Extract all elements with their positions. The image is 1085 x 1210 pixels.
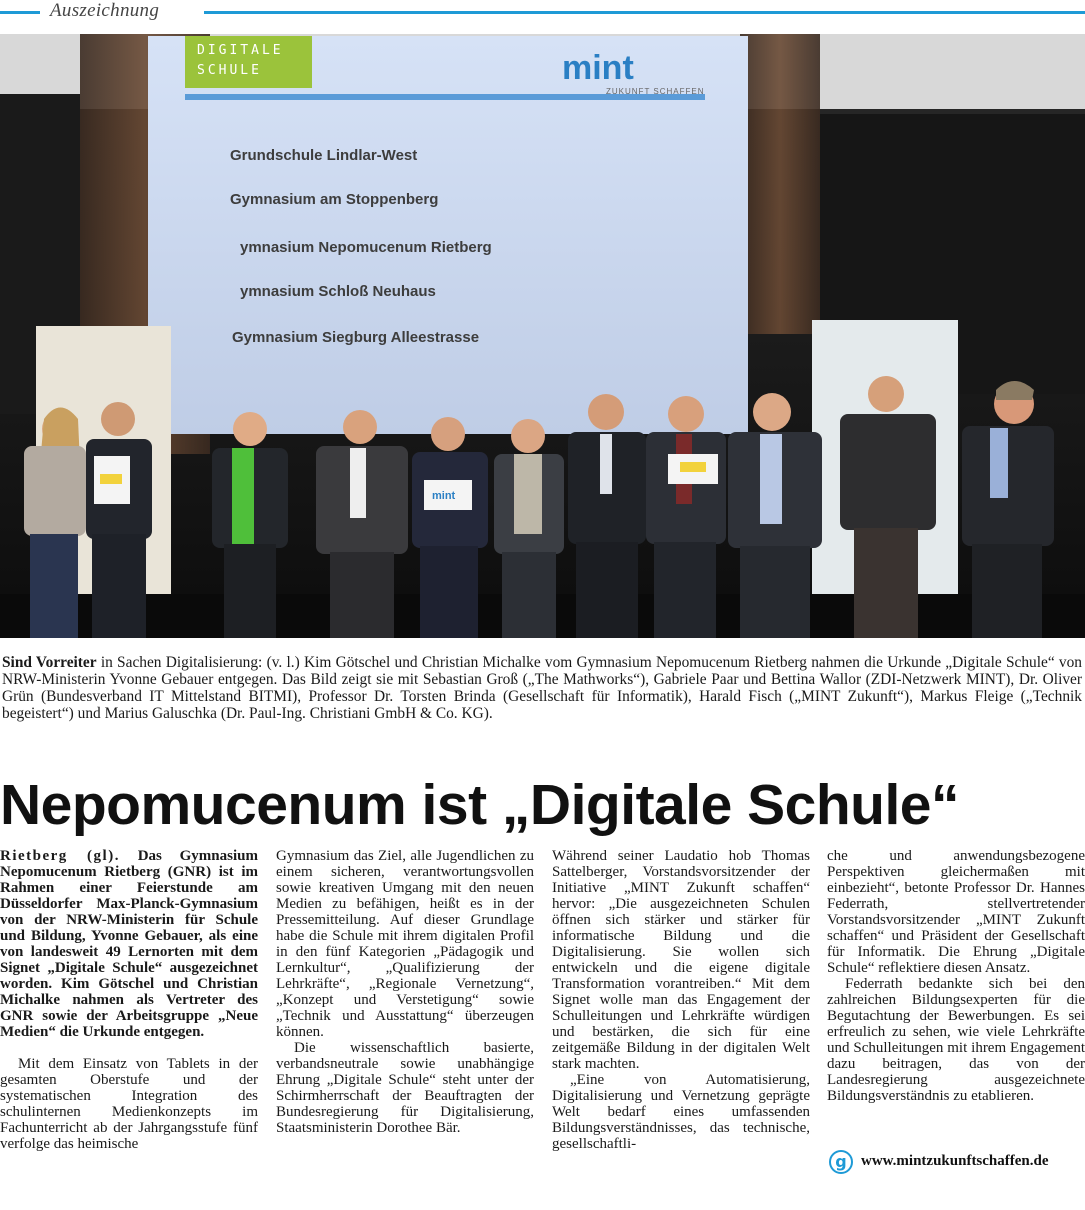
body-paragraph: Während seiner Laudatio hob Thomas Sattelberger, Vorstandsvorsitzender der Initiative „MINT Zukunft schaffen“ hervor: „Die ausgezeichneten Schulen öffnen sich stärker und stärker für informatische Bildung und die Digitalisierung. Sie wollen sich entwickeln und die eigene digitale Transformation vorantreiben.“ Mit dem Signet wolle man das Engagement der Schulleitungen und Lehrkräfte würdigen und bestärken, die sich für eine zeitgemäße Bildung in der digitalen Welt stark machten.	[552, 848, 810, 1072]
caption-lead: Sind Vorreiter	[2, 654, 97, 671]
slide-line: ymnasium Nepomucenum Rietberg	[240, 239, 492, 256]
article-column-1	[0, 848, 258, 1152]
dateline: Rietberg (gl).	[0, 848, 120, 864]
logo-line-2: SCHULE	[197, 63, 262, 78]
body-paragraph: Mit dem Einsatz von Tablets in der gesamten Oberstufe und der systematischen Integration des schulinternen Medienkonzepts im Fachunterricht ab der Jahrgangsstufe fünf verfolge das heimische	[0, 1056, 258, 1152]
logo-line-1: DIGITALE	[197, 43, 284, 58]
certificate-logo: mint	[432, 490, 456, 502]
header-rule-right	[204, 11, 1085, 14]
photo-illustration	[0, 34, 1085, 638]
slide-line: ymnasium Schloß Neuhaus	[240, 283, 436, 300]
caption-text: in Sachen Digitalisierung: (v. l.) Kim Götschel und Christian Michalke vom Gymnasium Nepomucenum Rietberg nahmen die Urkunde „Digitale Schule“ von NRW-Ministerin Yvonne Gebauer entgegen. Das Bild zeigt sie mit Sebastian Groß („The Mathworks“), Gabriele Paar und Bettina Wallor (ZDI-Netzwerk MINT), Dr. Oliver Grün (Bundesverband IT Mittelstand BITMI), Professor Dr. Torsten Brinda (Gesellschaft für Informatik), Harald Fisch („MINT Zukunft“), Markus Fleige („Technik begeistert“) und Marius Galuschka (Dr. Paul-Ing. Christiani GmbH & Co. KG).	[2, 654, 1082, 722]
source-footer	[827, 1150, 1085, 1176]
lead-paragraph	[0, 848, 258, 1040]
mint-logo: mint	[562, 49, 634, 87]
slide-line: Gymnasium Siegburg Alleestrasse	[232, 329, 480, 346]
slide-line: Gymnasium am Stoppenberg	[230, 191, 439, 208]
section-header	[0, 0, 1085, 24]
body-paragraph: che und anwendungsbezogene Perspektiven gleichermaßen mit einbezieht“, betonte Professor Dr. Hannes Federrath, stellvertretender Vorstandsvorsitzender „MINT Zukunft schaffen“ und Präsident der Gesellschaft für Informatik. Die Ehrung „Digitale Schule“ reflektiere diesen Ansatz.	[827, 848, 1085, 976]
award-photo	[0, 34, 1085, 638]
article-column-2	[276, 848, 534, 1136]
section-label: Auszeichnung	[50, 0, 160, 21]
article-headline: Nepomucenum ist „Digitale Schule“	[0, 773, 960, 837]
g-icon: g	[829, 1150, 853, 1174]
body-paragraph: Federrath bedankte sich bei den zahlreichen Bildungsexperten für die Begutachtung der Bewerbungen. Es sei erfreulich zu sehen, wie viele Lehrkräfte und Schulleitungen mit ihrem Engagement dazu beitragen, das von der Landesregierung ausgezeichnete Bildungsverständnis zu etablieren.	[827, 976, 1085, 1104]
article-column-3	[552, 848, 810, 1152]
source-url: www.mintzukunftschaffen.de	[861, 1153, 1049, 1169]
mint-logo-sub: ZUKUNFT SCHAFFEN	[606, 87, 705, 96]
lead-text: Das Gymnasium Nepomucenum Rietberg (GNR) ist im Rahmen einer Feierstunde am Düsseldorfer Max-Planck-Gymnasium von der NRW-Ministerin für Schule und Bildung, Yvonne Gebauer, als eine von landesweit 49 Lernorten mit dem Signet „Digitale Schule“ ausgezeichnet worden. Kim Götschel und Christian Michalke nahmen als Vertreter des GNR sowie der Arbeitsgruppe „Neue Medien“ die Urkunde entgegen.	[0, 848, 258, 1040]
body-paragraph: Die wissenschaftlich basierte, verbandsneutrale sowie unabhängige Ehrung „Digitale Schule“ steht unter der Schirmherrschaft der Beauftragten der Bundesregierung für Digitalisierung, Staatsministerin Dorothee Bär.	[276, 1040, 534, 1136]
article-column-4	[827, 848, 1085, 1104]
body-paragraph: Gymnasium das Ziel, alle Jugendlichen zu einem sicheren, verantwortungsvollen sowie kreativen Umgang mit den neuen Medien zu befähigen, heißt es in der Pressemitteilung. Auf dieser Grundlage habe die Schule mit ihrem digitalen Profil in den fünf Kategorien „Pädagogik und Lernkultur“, „Qualifizierung der Lehrkräfte“, „Regionale Vernetzung“, „Konzept und Verstetigung“ sowie „Technik und Ausstattung“ überzeugen können.	[276, 848, 534, 1040]
photo-caption	[2, 654, 1082, 722]
body-paragraph: „Eine von Automatisierung, Digitalisierung und Vernetzung geprägte Welt bedarf eines umfassenden Bildungsverständnisses, das technische, gesellschaftli-	[552, 1072, 810, 1152]
slide-line: Grundschule Lindlar-West	[230, 147, 418, 164]
header-rule-left	[0, 11, 40, 14]
